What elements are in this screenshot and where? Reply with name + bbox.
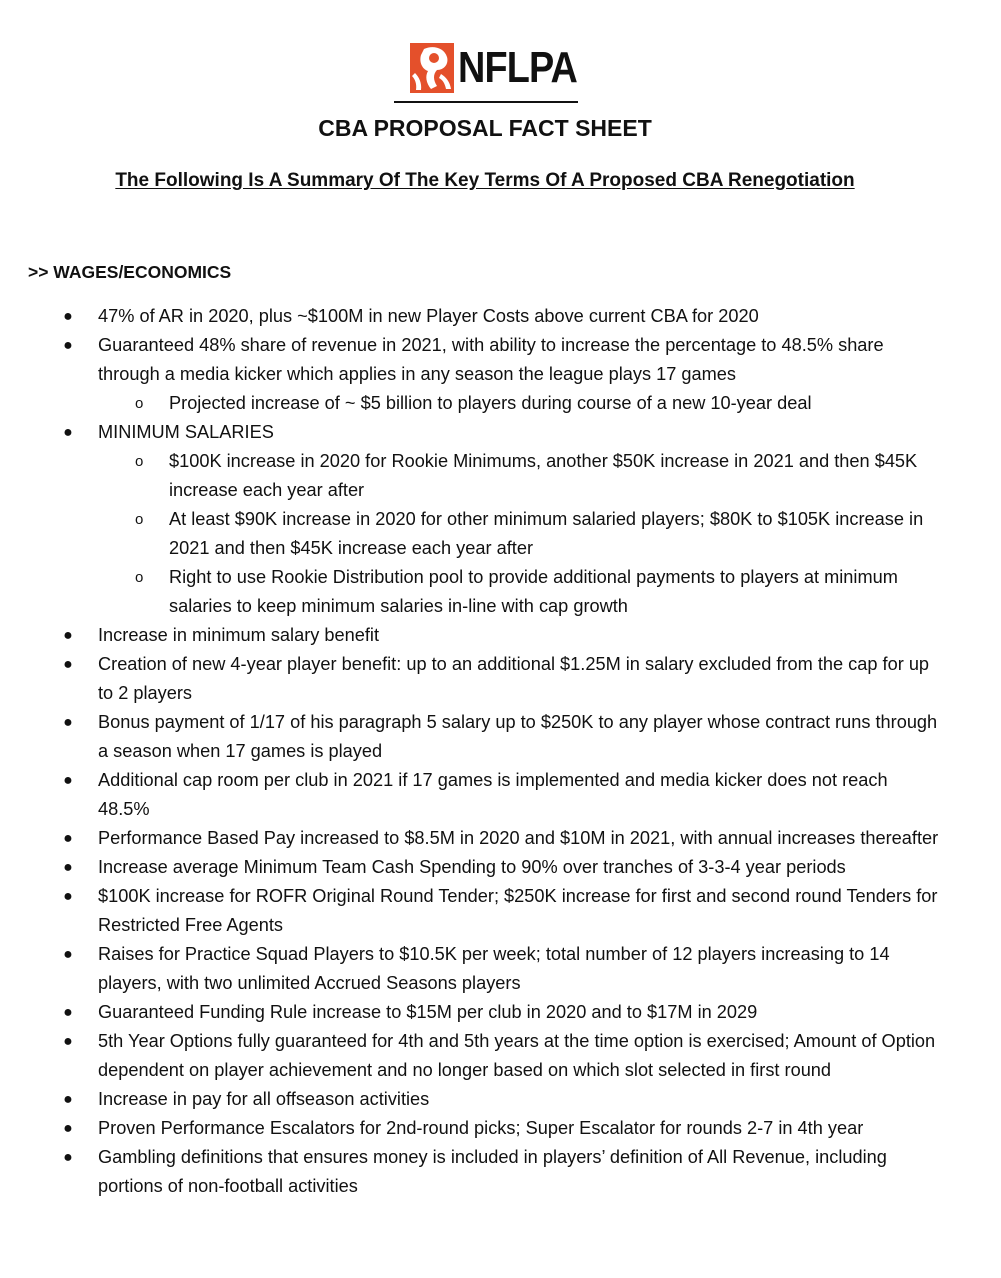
bullet-icon: ● [63,1004,73,1021]
bullet-icon: ● [63,859,73,876]
list-item [0,853,1001,882]
list-item [0,824,1001,853]
list-item-text: Proven Performance Escalators for 2nd-round picks; Super Escalator for rounds 2-7 in 4th year [98,1118,864,1138]
bullet-icon: ● [63,1120,73,1137]
bullet-icon: ● [63,424,73,441]
bullet-icon: ● [63,946,73,963]
list-item-text: 5th Year Options fully guaranteed for 4th and 5th years at the time option is exercised; Amount of Option dependent on player achievement and no longer based on which slot selected in first round [98,1031,936,1080]
list-item [0,650,1001,708]
list-item-text: Gambling definitions that ensures money is included in players’ definition of All Revenue, including portions of non-football activities [98,1147,887,1196]
nflpa-logo [410,42,596,94]
list-item-text: $100K increase for ROFR Original Round Tender; $250K increase for first and second round Tenders for Restricted Free Agents [98,886,938,935]
list-item [0,998,1001,1027]
list-item [0,621,1001,650]
list-item-text: Increase in minimum salary benefit [98,625,380,645]
bullet-icon: ● [63,656,73,673]
logo-text: NFLPA [458,43,578,92]
sub-list [98,389,941,418]
sub-list-item [98,389,941,418]
hollow-bullet-icon: o [135,569,144,586]
list-item-text: Bonus payment of 1/17 of his paragraph 5 salary up to $250K to any player whose contract runs through a season when 17 games is played [98,712,938,761]
list-item-text: 47% of AR in 2020, plus ~$100M in new Player Costs above current CBA for 2020 [98,306,759,326]
bullet-icon: ● [63,627,73,644]
list-item [0,331,1001,418]
player-shield-icon [410,43,454,93]
sub-list-item-text: $100K increase in 2020 for Rookie Minimums, another $50K increase in 2021 and then $45K increase each year after [169,451,918,500]
sub-list-item [98,447,941,505]
list-item-text: Performance Based Pay increased to $8.5M in 2020 and $10M in 2021, with annual increases thereafter [98,828,939,848]
bullet-icon: ● [63,1149,73,1166]
sub-list-item-text: Right to use Rookie Distribution pool to provide additional payments to players at minimum salaries to keep minimum salaries in-line with cap growth [169,567,898,616]
list-item [0,1143,1001,1201]
section-heading: >> WAGES/ECONOMICS [28,262,232,282]
list-item [0,940,1001,998]
sub-list-item [98,563,941,621]
list-item [0,418,1001,621]
bullet-icon: ● [63,1033,73,1050]
list-item [0,302,1001,331]
list-item [0,708,1001,766]
hollow-bullet-icon: o [135,453,144,470]
list-item [0,1085,1001,1114]
sub-list-item [98,505,941,563]
list-item-text: Raises for Practice Squad Players to $10.5K per week; total number of 12 players increasing to 14 players, with two unlimited Accrued Seasons players [98,944,890,993]
bullet-icon: ● [63,308,73,325]
list-item-text: Guaranteed 48% share of revenue in 2021, with ability to increase the percentage to 48.5% share through a media kicker which applies in any season the league plays 17 games [98,335,884,384]
terms-list [0,302,1001,1201]
list-item-text: MINIMUM SALARIES [98,422,274,442]
list-item-text: Creation of new 4-year player benefit: up to an additional $1.25M in salary excluded from the cap for up to 2 players [98,654,930,703]
page-subtitle: The Following Is A Summary Of The Key Terms Of A Proposed CBA Renegotiation [115,170,855,191]
list-item [0,882,1001,940]
hollow-bullet-icon: o [135,511,144,528]
list-item-text: Increase average Minimum Team Cash Spending to 90% over tranches of 3-3-4 year periods [98,857,846,877]
bullet-icon: ● [63,888,73,905]
sub-list [98,447,941,621]
bullet-icon: ● [63,1091,73,1108]
sub-list-item-text: Projected increase of ~ $5 billion to players during course of a new 10-year deal [169,393,812,413]
list-item-text: Increase in pay for all offseason activities [98,1089,430,1109]
bullet-icon: ● [63,337,73,354]
list-item-text: Guaranteed Funding Rule increase to $15M per club in 2020 and to $17M in 2029 [98,1002,758,1022]
logo-divider [394,101,578,103]
bullet-icon: ● [63,772,73,789]
list-item [0,1027,1001,1085]
sub-list-item-text: At least $90K increase in 2020 for other minimum salaried players; $80K to $105K increase in 2021 and then $45K increase each year after [169,509,924,558]
hollow-bullet-icon: o [135,395,144,412]
bullet-icon: ● [63,830,73,847]
list-item-text: Additional cap room per club in 2021 if 17 games is implemented and media kicker does not reach 48.5% [98,770,888,819]
bullet-icon: ● [63,714,73,731]
page-title: CBA PROPOSAL FACT SHEET [318,115,652,141]
list-item [0,1114,1001,1143]
list-item [0,766,1001,824]
